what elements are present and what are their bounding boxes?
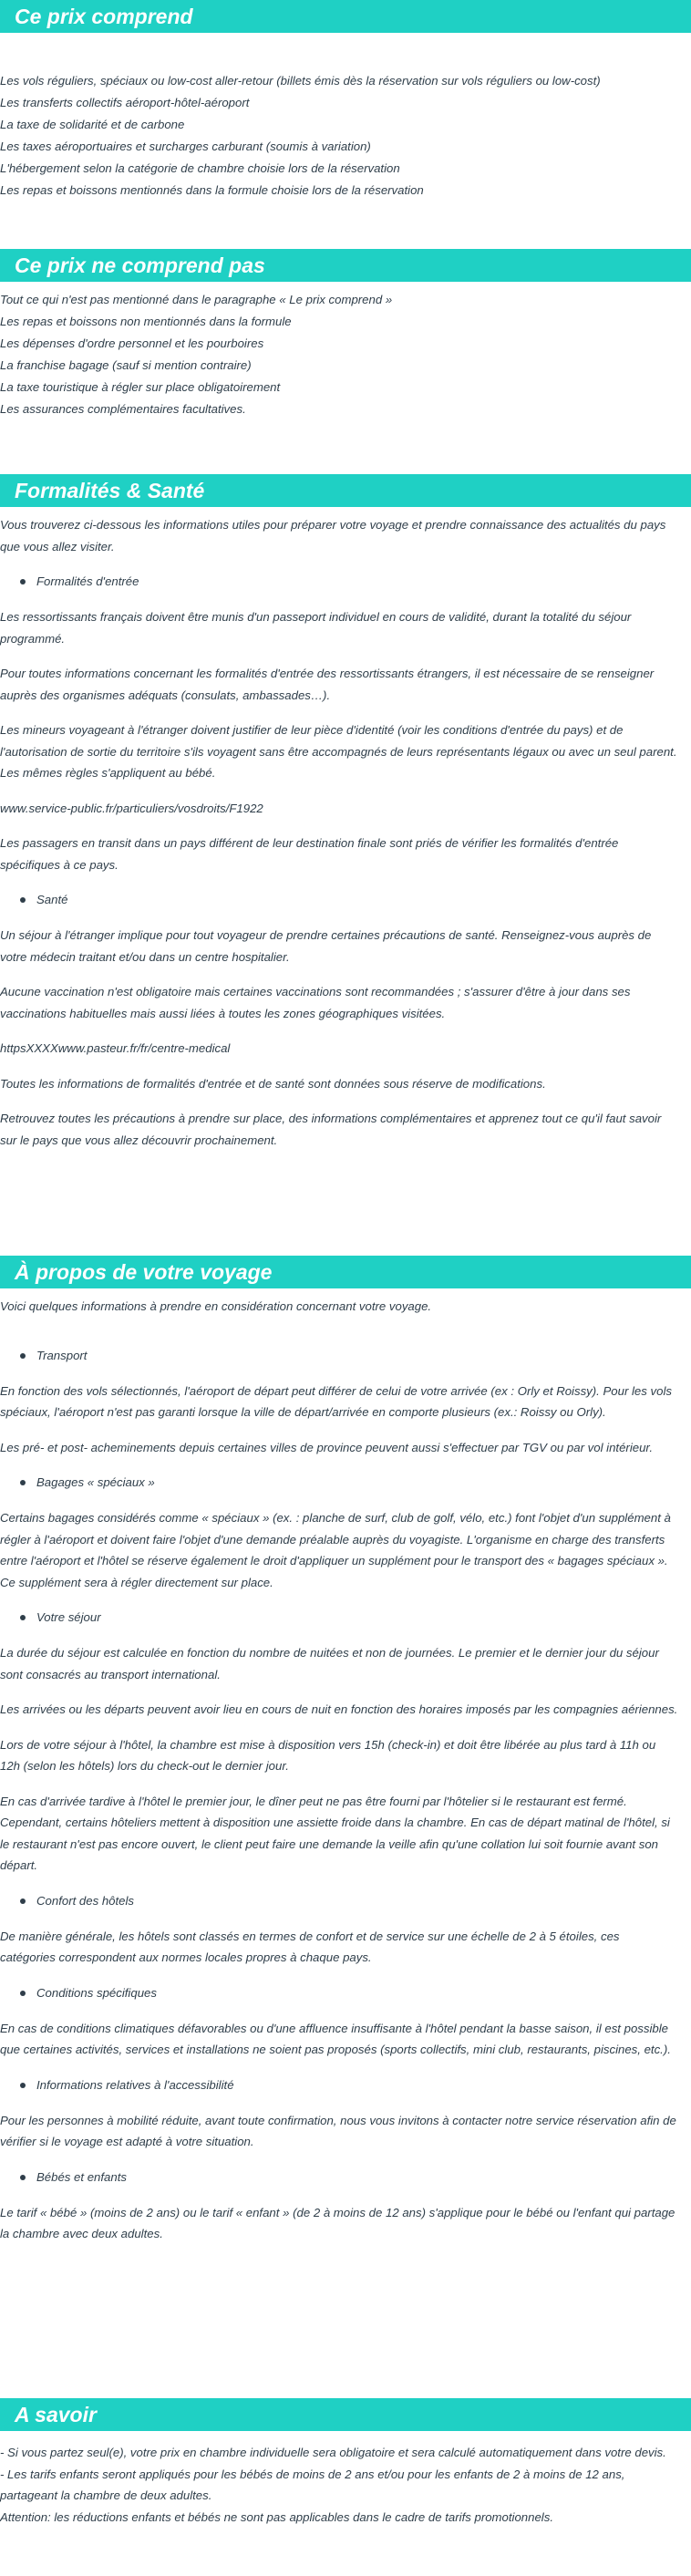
paragraph: Le tarif « bébé » (moins de 2 ans) ou le tarif « enfant » (de 2 à moins de 12 ans) s'applique pour le bébé ou l'enfant qui partage la chambre avec deux adultes. (0, 2205, 676, 2240)
a-savoir-text (0, 2442, 691, 2528)
pasteur-link[interactable]: httpsXXXXwww.pasteur.fr/fr/centre-medical (0, 1041, 231, 1055)
section-title: À propos de votre voyage (0, 1256, 691, 1288)
bullet-bagages: Bagages « spéciaux » (20, 1472, 691, 1494)
paragraph: Certains bagages considérés comme « spéciaux » (ex. : planche de surf, club de golf, vélo, etc.) font l'objet d'un supplément à régler à l'aéroport et doivent faire l'objet d'une demande préalable auprès du voyagiste. L'organisme en charge des transferts entre l'aéroport et l'hôtel se réserve également le droit d'appliquer un supplément pour le transport des « bagages spéciaux ». Ce supplément sera à régler directement sur place. (0, 1511, 671, 1589)
paragraph: Un séjour à l'étranger implique pour tout voyageur de prendre certaines précautions de santé. Renseignez-vous auprès de votre médecin traitant et/ou dans un centre hospitalier. (0, 928, 652, 964)
paragraph: Aucune vaccination n'est obligatoire mais certaines vaccinations sont recommandées ; s'assurer d'être à jour dans ses vaccinations habituelles mais aussi liées à toutes les zones géographiques visitées. (0, 985, 631, 1020)
service-public-link[interactable]: www.service-public.fr/particuliers/vosdroits/F1922 (0, 801, 263, 815)
paragraph: Retrouvez toutes les précautions à prendre sur place, des informations complémentaires et apprenez tout ce qu'il faut savoir sur le pays que vous allez découvrir prochainement. (0, 1112, 662, 1147)
paragraph: En cas d'arrivée tardive à l'hôtel le premier jour, le dîner peut ne pas être fourni par l'hôtelier si le restaurant est fermé. Cependant, certains hôteliers mettent à disposition une assiette froide dans la chambre. En cas de départ matinal de l'hôtel, si le restaurant n'est pas encore ouvert, le client peut faire une demande la veille afin qu'une collation lui soit fournie avant son départ. (0, 1794, 670, 1872)
list-item: Les taxes aéroportuaires et surcharges carburant (soumis à variation) (0, 140, 371, 153)
bullet (0, 571, 691, 593)
bullet (0, 889, 691, 911)
section-title: Ce prix comprend (0, 0, 691, 33)
paragraph: Les pré- et post- acheminements depuis certaines villes de province peuvent aussi s'effectuer par TGV ou par vol intérieur. (0, 1440, 653, 1454)
list-item: L'hébergement selon la catégorie de chambre choisie lors de la réservation (0, 161, 400, 175)
intro-text: Vous trouverez ci-dessous les informations utiles pour préparer votre voyage et prendre connaissance des actualités du pays que vous allez visiter. (0, 518, 666, 553)
list-item: Les repas et boissons mentionnés dans la formule choisie lors de la réservation (0, 183, 424, 197)
paragraph: Les passagers en transit dans un pays différent de leur destination finale sont priés de vérifier les formalités d'entrée spécifiques à ce pays. (0, 836, 619, 872)
bullet (0, 2167, 691, 2188)
section-title: A savoir (0, 2398, 691, 2431)
bullet-sejour: Votre séjour (20, 1607, 691, 1629)
bullet-conditions: Conditions spécifiques (20, 1982, 691, 2004)
section-prix-comprend (0, 0, 691, 249)
paragraph: - Les tarifs enfants seront appliqués pour les bébés de moins de 2 ans et/ou pour les enfants de 2 à moins de 12 ans, partageant la chambre de deux adultes. (0, 2467, 625, 2502)
paragraph: En fonction des vols sélectionnés, l'aéroport de départ peut différer de celui de votre arrivée (ex : Orly et Roissy). Pour les vols spéciaux, l'aéroport n'est pas garanti lorsque la ville de départ/arrivée en comporte plusieurs (ex.: Roissy ou Orly). (0, 1383, 672, 1419)
section-a-propos-voyage (0, 1256, 691, 2398)
bullet (0, 1890, 691, 1912)
bullet-accessibilite: Informations relatives à l'accessibilité (20, 2074, 691, 2096)
paragraph: En cas de conditions climatiques défavorables ou d'une affluence insuffisante à l'hôtel pendant la basse saison, il est possible que certaines activités, services et installations ne soient pas proposés (sports collectifs, mini club, restaurants, piscines, etc.). (0, 2021, 671, 2056)
list-item: Les vols réguliers, spéciaux ou low-cost aller-retour (billets émis dès la réservation sur vols réguliers ou low-cost) (0, 74, 601, 88)
bullet (0, 1607, 691, 1629)
included-list (0, 70, 691, 202)
paragraph: Pour toutes informations concernant les formalités d'entrée des ressortissants étrangers, il est nécessaire de se renseigner auprès des organismes adéquats (consulats, ambassades…). (0, 667, 655, 702)
paragraph: De manière générale, les hôtels sont classés en termes de confort et de service sur une échelle de 2 à 5 étoiles, ces catégories correspondent aux normes locales propres à chaque pays. (0, 1929, 620, 1964)
bullet-sante: Santé (20, 889, 691, 911)
paragraph: La durée du séjour est calculée en fonction du nombre de nuitées et non de journées. Le premier et le dernier jour du séjour sont consacrés au transport international. (0, 1646, 659, 1681)
paragraph: Lors de votre séjour à l'hôtel, la chambre est mise à disposition vers 15h (check-in) et doit être libérée au plus tard à 11h ou 12h (selon les hôtels) lors du check-out le dernier jour. (0, 1737, 656, 1773)
section-title: Formalités & Santé (0, 474, 691, 507)
list-item: La taxe de solidarité et de carbone (0, 118, 185, 131)
paragraph: Toutes les informations de formalités d'entrée et de santé sont données sous réserve de modifications. (0, 1076, 546, 1091)
section-formalites-sante (0, 474, 691, 1256)
list-item: Les assurances complémentaires facultatives. (0, 402, 246, 416)
list-item: Les repas et boissons non mentionnés dans la formule (0, 315, 292, 328)
section-prix-ne-comprend-pas (0, 249, 691, 474)
paragraph: Attention: les réductions enfants et bébés ne sont pas applicables dans le cadre de tarifs promotionnels. (0, 2509, 553, 2524)
list-item: Les dépenses d'ordre personnel et les pourboires (0, 336, 264, 350)
excluded-list (0, 289, 691, 420)
list-item: Tout ce qui n'est pas mentionné dans le paragraphe « Le prix comprend » (0, 293, 393, 306)
bullet (0, 1345, 691, 1367)
paragraph: - Si vous partez seul(e), votre prix en chambre individuelle sera obligatoire et sera calculé automatiquement dans votre devis. (0, 2446, 666, 2459)
paragraph: Les arrivées ou les départs peuvent avoir lieu en cours de nuit en fonction des horaires imposés par les compagnies aériennes. (0, 1702, 678, 1716)
bullet (0, 1982, 691, 2004)
paragraph: Les mineurs voyageant à l'étranger doivent justifier de leur pièce d'identité (voir les conditions d'entrée du pays) et de l'autorisation de sortie du territoire s'ils voyagent sans être accompagnés de leurs représentants légaux ou avec un seul parent. Les mêmes règles s'appliquent au bébé. (0, 723, 677, 780)
bullet-bebes: Bébés et enfants (20, 2167, 691, 2188)
bullet (0, 1472, 691, 1494)
list-item: La franchise bagage (sauf si mention contraire) (0, 358, 252, 372)
section-a-savoir (0, 2398, 691, 2528)
paragraph: Pour les personnes à mobilité réduite, avant toute confirmation, nous vous invitons à contacter notre service réservation afin de vérifier si le voyage est adapté à votre situation. (0, 2113, 676, 2148)
list-item: Les transferts collectifs aéroport-hôtel-aéroport (0, 96, 250, 109)
paragraph: Les ressortissants français doivent être munis d'un passeport individuel en cours de validité, durant la totalité du séjour programmé. (0, 610, 632, 646)
bullet (0, 2074, 691, 2096)
intro-text: Voici quelques informations à prendre en considération concernant votre voyage. (0, 1299, 432, 1313)
bullet-formalites: Formalités d'entrée (20, 571, 691, 593)
bullet-confort: Confort des hôtels (20, 1890, 691, 1912)
bullet-transport: Transport (20, 1345, 691, 1367)
section-title: Ce prix ne comprend pas (0, 249, 691, 282)
list-item: La taxe touristique à régler sur place obligatoirement (0, 380, 281, 394)
